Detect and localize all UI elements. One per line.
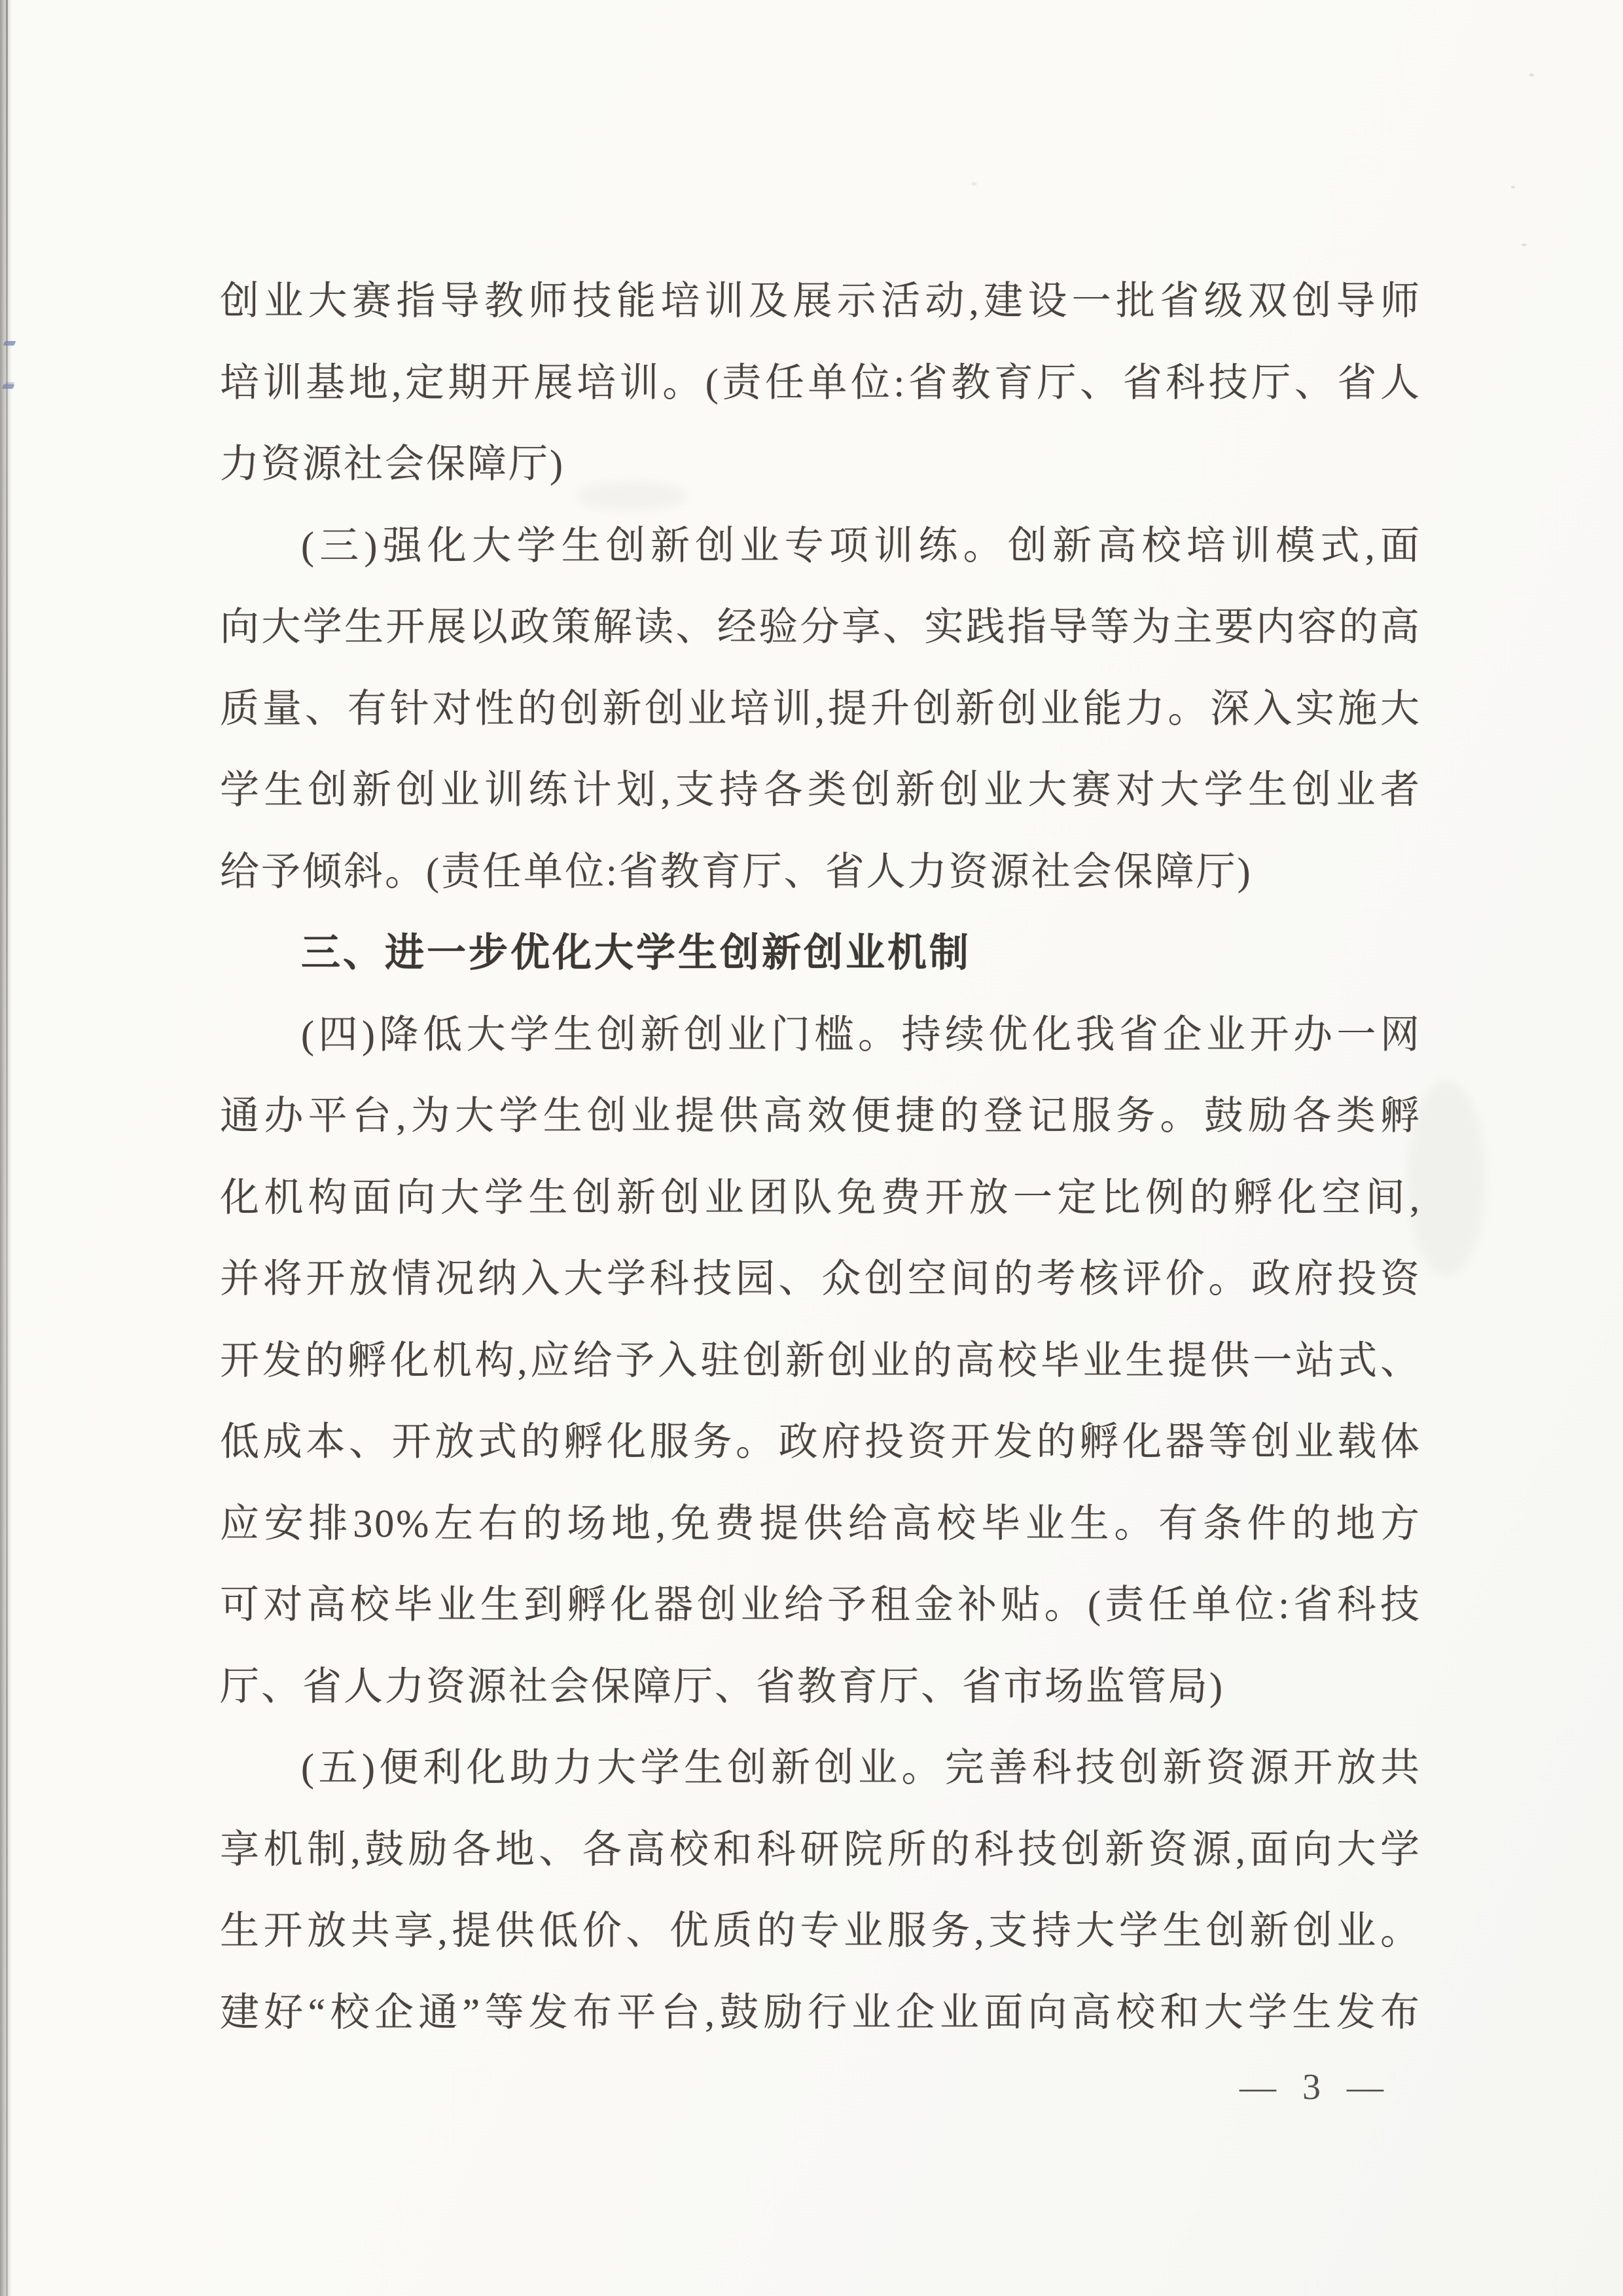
text-line: 创业大赛指导教师技能培训及展示活动,建设一批省级双创导师	[220, 279, 1421, 323]
binding-mark	[1, 384, 14, 389]
section-heading: 三、进一步优化大学生创新创业机制	[301, 931, 971, 975]
text-line: 培训基地,定期开展培训。(责任单位:省教育厅、省科技厅、省人	[220, 361, 1421, 404]
text-line: 生开放共享,提供低价、优质的专业服务,支持大学生创新创业。	[220, 1909, 1421, 1952]
text-line: 享机制,鼓励各地、各高校和科研院所的科技创新资源,面向大学	[220, 1827, 1421, 1871]
text-line: (三)强化大学生创新创业专项训练。创新高校培训模式,面	[301, 524, 1421, 567]
scan-speck	[1522, 243, 1527, 246]
text-line: 建好“校企通”等发布平台,鼓励行业企业面向高校和大学生发布	[220, 1990, 1421, 2034]
text-line: 给予倾斜。(责任单位:省教育厅、省人力资源社会保障厅)	[220, 850, 1253, 893]
text-line: 化机构面向大学生创新创业团队免费开放一定比例的孵化空间,	[220, 1175, 1421, 1219]
text-line: (五)便利化助力大学生创新创业。完善科技创新资源开放共	[301, 1746, 1421, 1789]
text-line: 厅、省人力资源社会保障厅、省教育厅、省市场监管局)	[220, 1664, 1224, 1708]
text-line: 向大学生开展以政策解读、经验分享、实践指导等为主要内容的高	[220, 605, 1421, 649]
text-line: 质量、有针对性的创新创业培训,提升创新创业能力。深入实施大	[220, 687, 1421, 730]
scan-speck	[1511, 186, 1515, 188]
text-line: 可对高校毕业生到孵化器创业给予租金补贴。(责任单位:省科技	[220, 1583, 1421, 1626]
text-line: 力资源社会保障厅)	[220, 442, 565, 486]
scan-speck	[1529, 73, 1534, 77]
text-line: 并将开放情况纳入大学科技园、众创空间的考核评价。政府投资	[220, 1257, 1421, 1300]
text-line: 低成本、开放式的孵化服务。政府投资开发的孵化器等创业载体	[220, 1420, 1421, 1463]
text-line: 通办平台,为大学生创业提供高效便捷的登记服务。鼓励各类孵	[220, 1094, 1421, 1138]
document-body	[220, 260, 1421, 2053]
scan-speck	[971, 182, 977, 186]
text-line: 学生创新创业训练计划,支持各类创新创业大赛对大学生创业者	[220, 768, 1421, 812]
text-line: 开发的孵化机构,应给予入驻创新创业的高校毕业生提供一站式、	[220, 1338, 1421, 1382]
text-line: (四)降低大学生创新创业门槛。持续优化我省企业开办一网	[301, 1013, 1421, 1056]
page-number: — 3 —	[1240, 2067, 1383, 2108]
binding-mark	[3, 341, 16, 346]
text-line: 应安排30%左右的场地,免费提供给高校毕业生。有条件的地方	[220, 1501, 1421, 1545]
